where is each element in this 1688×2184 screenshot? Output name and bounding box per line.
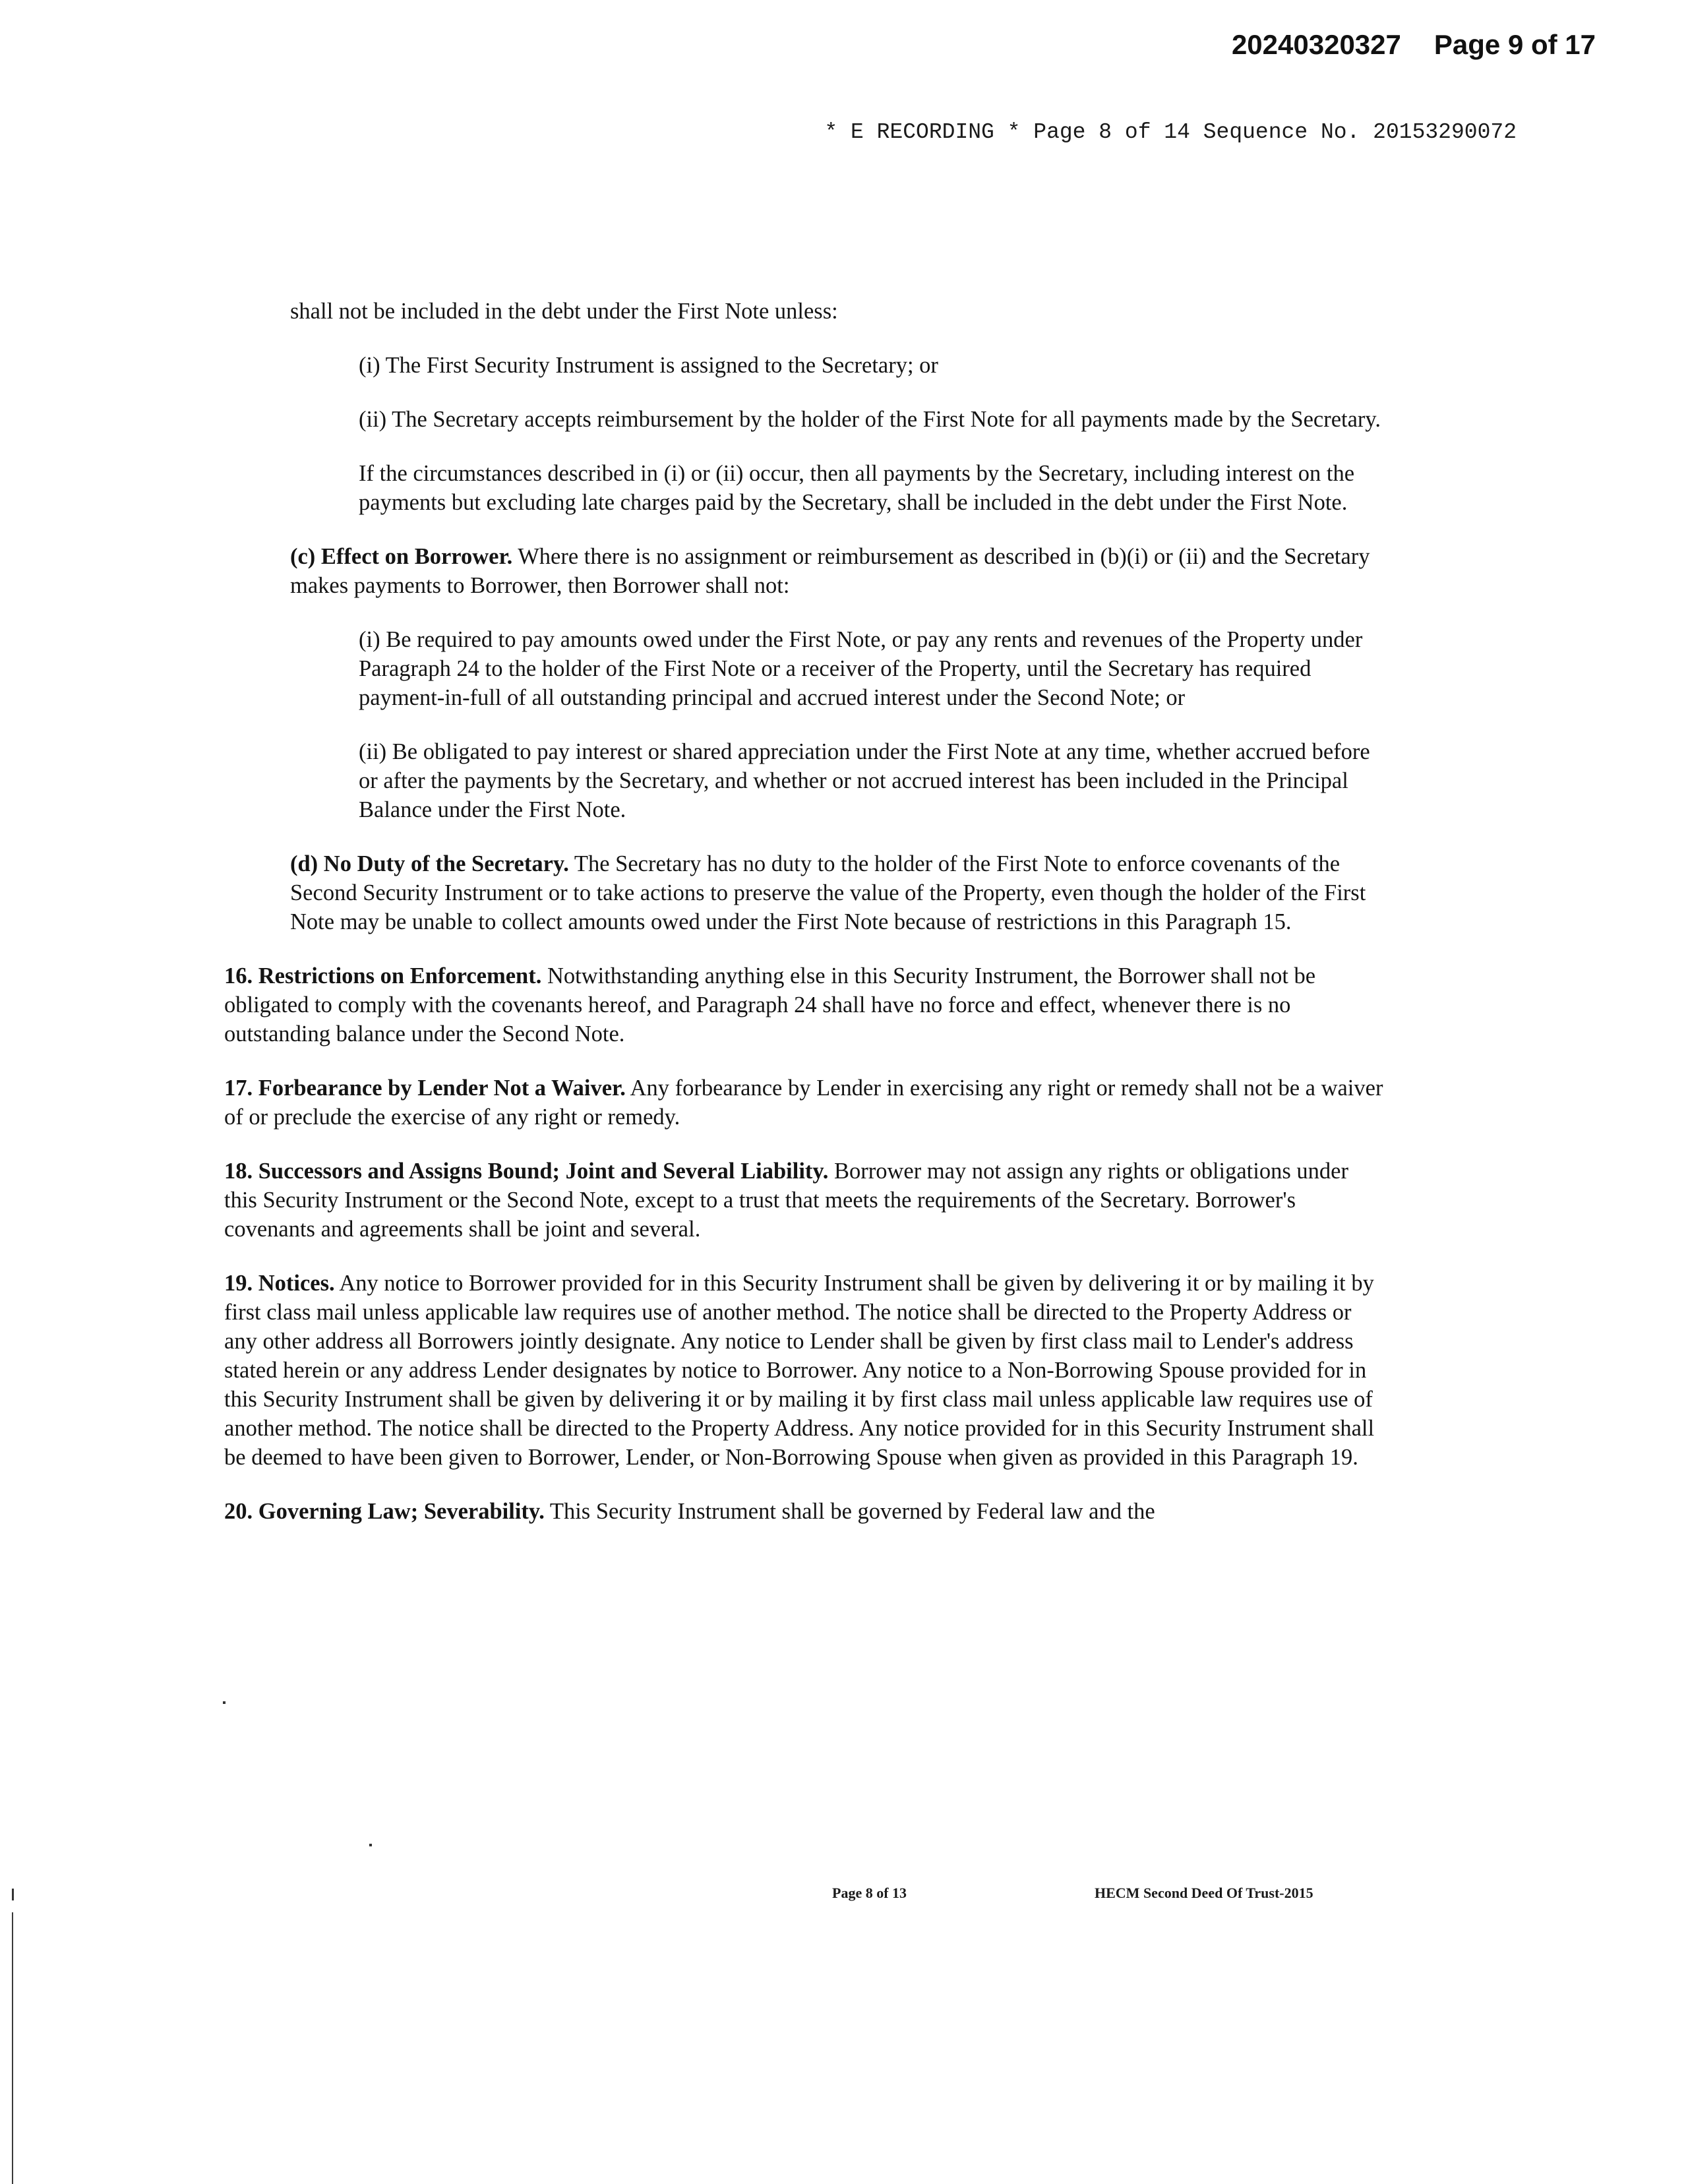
paragraph-16 — [224, 961, 1385, 1048]
scan-speck — [369, 1844, 372, 1846]
paragraph-18-label: 18. Successors and Assigns Bound; Joint and Several Liability. — [224, 1159, 829, 1184]
paragraph-20-label: 20. Governing Law; Severability. — [224, 1499, 545, 1524]
paragraph-17 — [224, 1074, 1385, 1132]
footer-form-name: HECM Second Deed Of Trust-2015 — [1095, 1885, 1313, 1901]
paragraph-19-label: 19. Notices. — [224, 1271, 335, 1296]
paragraph-18 — [224, 1157, 1385, 1244]
paragraph-18-text: Borrower may not assign any rights or obligations under this Security Instrument or the Second Note, except to a trust that meets the requirements of the Secretary. Borrower's covenants and agreements shall be joint and several. — [224, 1159, 1348, 1242]
paragraph-19 — [224, 1269, 1385, 1472]
paragraph-16-label: 16. Restrictions on Enforcement. — [224, 963, 542, 988]
paragraph-17-text: Any forbearance by Lender in exercising any right or remedy shall not be a waiver of or preclude the exercise of any right or remedy. — [224, 1076, 1383, 1130]
clause-d-label: (d) No Duty of the Secretary. — [290, 851, 569, 876]
scan-speck — [223, 1701, 226, 1704]
clause-b-circumstances: If the circumstances described in (i) or (ii) occur, then all payments by the Secretary, including interest on the payments but excluding late charges paid by the Secretary, shall be included in the debt under the First Note. — [359, 461, 1355, 515]
paragraph-17-label: 17. Forbearance by Lender Not a Waiver. — [224, 1076, 626, 1101]
paragraph-20-text: This Security Instrument shall be governed by Federal law and the — [544, 1499, 1155, 1524]
clause-b-ii: (ii) The Secretary accepts reimbursement by the holder of the First Note for all payments made by the Secretary. — [359, 407, 1381, 432]
clause-b-i: (i) The First Security Instrument is assigned to the Secretary; or — [359, 353, 938, 378]
document-body — [224, 297, 1385, 1551]
intro-paragraph: shall not be included in the debt under the First Note unless: — [290, 299, 838, 324]
recording-number: 20240320327 — [1231, 29, 1401, 60]
stamp-page-label: Page 9 of 17 — [1433, 29, 1596, 60]
recording-header: * E RECORDING * Page 8 of 14 Sequence No. 20153290072 — [824, 120, 1517, 144]
clause-c — [290, 542, 1385, 600]
clause-d — [290, 849, 1385, 936]
clause-c-i: (i) Be required to pay amounts owed under the First Note, or pay any rents and revenues of the Property under Paragraph 24 to the holder of the First Note or a receiver of the Property, until the Secretary has required payment-in-full of all outstanding principal and accrued interest under the Second Note; or — [359, 627, 1363, 710]
clause-c-text: Where there is no assignment or reimbursement as described in (b)(i) or (ii) and the Secretary makes payments to Borrower, then Borrower shall not: — [290, 544, 1370, 598]
clause-c-label: (c) Effect on Borrower. — [290, 544, 513, 569]
scan-speck — [12, 1889, 14, 1900]
paragraph-16-text: Notwithstanding anything else in this Security Instrument, the Borrower shall not be obligated to comply with the covenants hereof, and Paragraph 24 shall have no force and effect, whenever there is no outstanding balance under the Second Note. — [224, 963, 1316, 1046]
paragraph-19-text: Any notice to Borrower provided for in this Security Instrument shall be given by delivering it or by mailing it by first class mail unless applicable law requires use of another method. The notice shall be directed to the Property Address or any other address all Borrowers jointly designate. Any notice to Lender shall be given by first class mail to Lender's address stated herein or any address Lender designates by notice to Borrower. Any notice to a Non-Borrowing Spouse provided for in this Security Instrument shall be given by delivering it or by mailing it by first class mail unless applicable law requires use of another method. The notice shall be directed to the Property Address. Any notice provided for in this Security Instrument shall be deemed to have been given to Borrower, Lender, or Non-Borrowing Spouse when given as provided in this Paragraph 19. — [224, 1271, 1375, 1470]
clause-d-text: The Secretary has no duty to the holder of the First Note to enforce covenants of the Second Security Instrument or to take actions to preserve the value of the Property, even though the holder of the First Note may be unable to collect amounts owed under the First Note because of restrictions in this Paragraph 15. — [290, 851, 1366, 934]
page-stamp — [1232, 29, 1596, 61]
paragraph-20 — [224, 1497, 1385, 1526]
clause-c-ii: (ii) Be obligated to pay interest or shared appreciation under the First Note at any time, whether accrued before or after the payments by the Secretary, and whether or not accrued interest has been included in the Principal Balance under the First Note. — [359, 739, 1370, 822]
footer-page-number: Page 8 of 13 — [832, 1885, 907, 1901]
scan-edge-line — [12, 1912, 13, 2184]
